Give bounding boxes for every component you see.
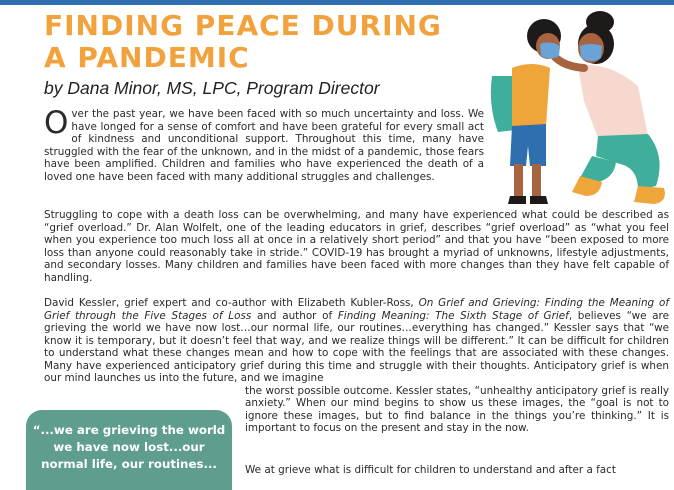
mother-child-masks-illustration <box>488 6 674 211</box>
paragraph-grief-overload: Struggling to cope with a death loss can be overwhelming, and many have experienced what could be described as “grief overload.” Dr. Alan Wolfelt, one of the leading educators in grief, describes “grief overload” as “what you feel when you experience too much loss all at once in a relatively short period” and that you have “been exposed to more loss than anyone could reasonably take in stride.” COVID-19 has brought a myriad of unknowns, lifestyle adjustments, and secondary losses. Many children and families have been faced with more changes than they have felt capable of handling. <box>44 209 669 284</box>
article-byline: by Dana Minor, MS, LPC, Program Director <box>44 78 380 98</box>
drop-cap: O <box>44 105 69 141</box>
adult-mask-icon <box>580 44 602 61</box>
pull-quote-line-2: we have now lost...our <box>53 440 205 454</box>
p3-text-a: David Kessler, grief expert and co-author with Elizabeth Kubler-Ross, <box>44 297 419 309</box>
paragraph-continued: We at grieve what is difficult for children to understand and after a fact <box>245 464 616 476</box>
article-title <box>44 10 444 74</box>
pull-quote-line-3: normal life, our routines... <box>41 457 217 471</box>
intro-paragraph <box>44 105 484 183</box>
intro-text: ver the past year, we have been faced with so much uncertainty and loss. We have longed for a sense of comfort and have been grateful for every small act of kindness and unconditional support. Throughout this time, many have struggled with the fear of the unknown, and in the midst of a pandemic, those fears have been amplified. Children and families who have experienced the death of a loved one have been faced with many additional struggles and challenges. <box>44 108 484 183</box>
pull-quote-line-1: “...we are grieving the world <box>32 423 226 437</box>
child-leg-left <box>514 164 523 198</box>
title-line-2: A PANDEMIC <box>44 41 250 74</box>
p3-text-b: and author of <box>251 309 338 322</box>
child-mask-icon <box>540 42 560 58</box>
child-shirt <box>512 64 550 128</box>
top-accent-bar <box>0 0 674 5</box>
child-shorts <box>510 124 546 166</box>
book-title-grief-and-grieving: On Grief and Grieving: Finding the Meaning of Grief through the Five Stages of Loss <box>44 297 669 322</box>
title-line-1: FINDING PEACE DURING <box>44 9 442 42</box>
book-title-finding-meaning: Finding Meaning: The Sixth Stage of Grief <box>337 309 569 322</box>
adult-shirt <box>578 65 648 140</box>
child-leg-right <box>532 164 541 198</box>
adult-shoe <box>634 186 665 204</box>
p3-text-c: , believes “we are grieving the world we have now lost…our normal life, our routines…everything has changed.” Kessler says that “we know it is temporary, but it doesn’t feel that way, and we realize things will be different.” It can be difficult for children to understand what these changes mean and how to cope with the feelings that are associated with these changes. Many have experienced anticipatory grief during this time and struggle with their thoughts. Anticipatory grief is when our mind launches us into the future, and we imagine <box>44 309 669 385</box>
child-shoe-left <box>508 196 526 204</box>
child-shoe-right <box>530 196 548 204</box>
p3-text-d: the worst possible outcome. Kessler states, “unhealthy anticipatory grief is really anxiety.” When our mind begins to show us these images, the “goal is not to ignore these images, but to find balance in the things you’re thinking.” It is important to focus on the present and stay in the now. <box>245 384 669 435</box>
pull-quote <box>26 410 232 490</box>
